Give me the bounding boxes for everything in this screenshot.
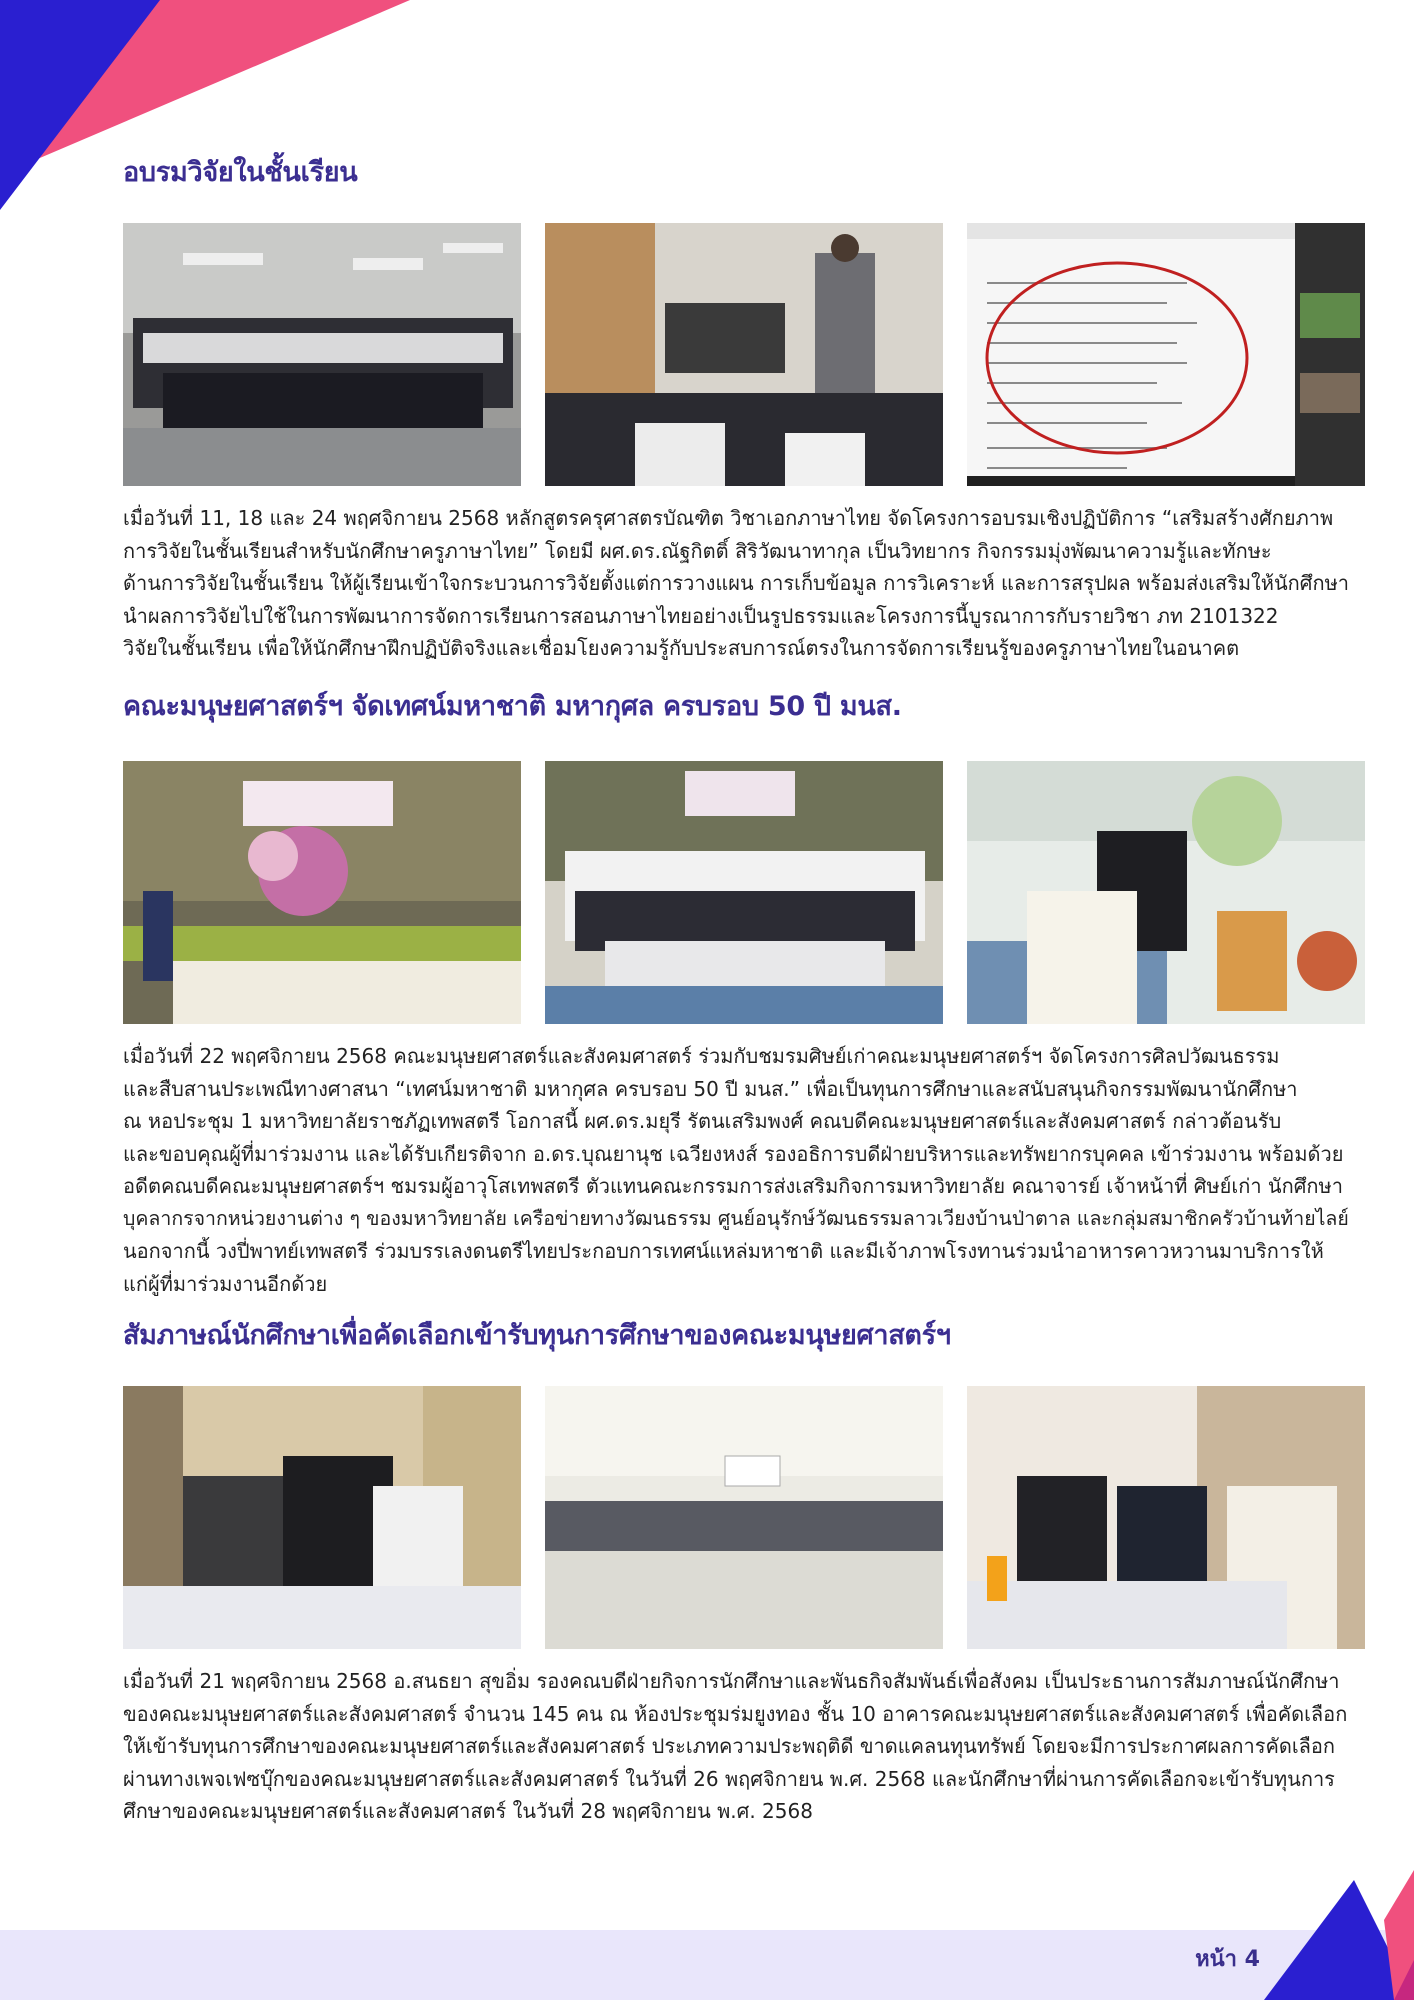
corner-decoration-bottom-right [1244,1860,1414,2000]
section-body: เมื่อวันที่ 22 พฤศจิกายน 2568 คณะมนุษยศาสตร์และสังคมศาสตร์ ร่วมกับชมรมศิษย์เก่าคณะมนุษยศาสตร์ฯ จัดโครงการศิลปวัฒนธรรม และสืบสานประเพณีทางศาสนา “เทศน์มหาชาติ มหากุศล ครบรอบ 50 ปี มนส.” เพื่อเป็นทุนการศึกษาและสนับสนุนกิจกรรมพัฒนานักศึกษา ณ หอประชุม 1 มหาวิทยาลัยราชภัฏเทพสตรี โอกาสนี้ ผศ.ดร.มยุรี รัตนเสริมพงศ์ คณบดีคณะมนุษยศาสตร์และสังคมศาสตร์ กล่าวต้อนรับ และขอบคุณผู้ที่มาร่วมงาน และได้รับเกียรติจาก อ.ดร.บุณยานุช เฉวียงหงส์ รองอธิการบดีฝ่ายบริหารและทรัพยากรบุคคล เข้าร่วมงาน พร้อมด้วย อดีตคณบดีคณะมนุษยศาสตร์ฯ ชมรมผู้อาวุโสเทพสตรี ตัวแทนคณะกรรมการส่งเสริมกิจการมหาวิทยาลัย คณาจารย์ เจ้าหน้าที่ ศิษย์เก่า นักศึกษา บุคลากรจากหน่วยงานต่าง ๆ ของมหาวิทยาลัย เครือข่ายทางวัฒนธรรม ศูนย์อนุรักษ์วัฒนธรรมลาวเวียงบ้านป่าตาล และกลุ่มสมาชิกครัวบ้านท้ายไลย์ นอกจากนี้ วงปี่พาทย์เทพสตรี ร่วมบรรเลงดนตรีไทยประกอบการเทศน์แหล่มหาชาติ และมีเจ้าภาพโรงทานร่วมนำอาหารคาวหวานมาบริการให้ แก่ผู้ที่มาร่วมงานอีกด้วย [123,1044,1349,1296]
photo-group-ceremony [545,761,943,1024]
section-body: เมื่อวันที่ 21 พฤศจิกายน 2568 อ.สนธยา สุขอิ่ม รองคณบดีฝ่ายกิจการนักศึกษาและพันธกิจสัมพันธ์เพื่อสังคม เป็นประธานการสัมภาษณ์นักศึกษา ของคณะมนุษยศาสตร์และสังคมศาสตร์ จำนวน 145 คน ณ ห้องประชุมร่มยูงทอง ชั้น 10 อาคารคณะมนุษยศาสตร์และสังคมศาสตร์ เพื่อคัดเลือก ให้เข้ารับทุนการศึกษาของคณะมนุษยศาสตร์และสังคมศาสตร์ ประเภทความประพฤติดี ขาดแคลนทุนทรัพย์ โดยจะมีการประกาศผลการคัดเลือก ผ่านทางเพจเฟซบุ๊กของคณะมนุษยศาสตร์และสังคมศาสตร์ ในวันที่ 26 พฤศจิกายน พ.ศ. 2568 และนักศึกษาที่ผ่านการคัดเลือกจะเข้ารับทุนการ ศึกษาของคณะมนุษยศาสตร์และสังคมศาสตร์ ในวันที่ 28 พฤศจิกายน พ.ศ. 2568 [123,1669,1348,1823]
photo-speaker-presenting [545,223,943,486]
photo-interview-committee [123,1386,521,1649]
photo-group-classroom [123,223,521,486]
photo-row [123,223,1365,486]
photo-row [123,761,1365,1024]
section-title: สัมภาษณ์นักศึกษาเพื่อคัดเลือกเข้ารับทุนการศึกษาของคณะมนุษยศาสตร์ฯ [123,1320,951,1351]
photo-students-hall [545,1386,943,1649]
photo-online-meeting [967,223,1365,486]
photo-row [123,1386,1365,1649]
photo-money-tree [967,761,1365,1024]
photo-interview-female-committee [967,1386,1365,1649]
section-title: คณะมนุษยศาสตร์ฯ จัดเทศน์มหาชาติ มหากุศล ครบรอบ 50 ปี มนส. [123,691,902,722]
section-research-training [123,150,1365,665]
page-number: หน้า 4 [1195,1947,1260,1972]
section-sermon-ceremony [123,684,1365,1300]
section-scholarship-interview [123,1313,1365,1828]
photo-offering-table [123,761,521,1024]
section-title: อบรมวิจัยในชั้นเรียน [123,157,358,188]
section-body: เมื่อวันที่ 11, 18 และ 24 พฤศจิกายน 2568 หลักสูตรครุศาสตรบัณฑิต วิชาเอกภาษาไทย จัดโครงการอบรมเชิงปฏิบัติการ “เสริมสร้างศักยภาพ การวิจัยในชั้นเรียนสำหรับนักศึกษาครูภาษาไทย” โดยมี ผศ.ดร.ณัฐกิตติ์ สิริวัฒนาทากุล เป็นวิทยากร กิจกรรมมุ่งพัฒนาความรู้และทักษะ ด้านการวิจัยในชั้นเรียน ให้ผู้เรียนเข้าใจกระบวนการวิจัยตั้งแต่การวางแผน การเก็บข้อมูล การวิเคราะห์ และการสรุปผล พร้อมส่งเสริมให้นักศึกษา นำผลการวิจัยไปใช้ในการพัฒนาการจัดการเรียนการสอนภาษาไทยอย่างเป็นรูปธรรมและโครงการนี้บูรณาการกับรายวิชา ภท 2101322 วิจัยในชั้นเรียน เพื่อให้นักศึกษาฝึกปฏิบัติจริงและเชื่อมโยงความรู้กับประสบการณ์ตรงในการจัดการเรียนรู้ของครูภาษาไทยในอนาคต [123,506,1349,660]
